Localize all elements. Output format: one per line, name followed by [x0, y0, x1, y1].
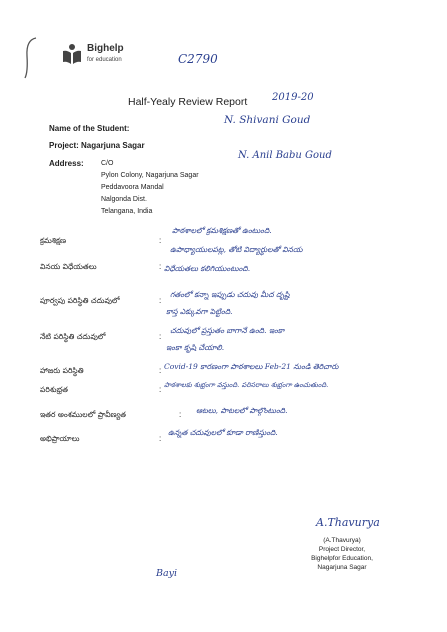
field-label-present-studies: నేటి పరిస్థితి చదువులో	[40, 332, 106, 341]
field-response-cleanliness: పాఠశాలకు శుభ్రంగా వస్తుంది. పరిసరాలు శుభ్రంగా ఉంచుతుంది.	[164, 381, 329, 389]
address-line: Pylon Colony, Nagarjuna Sagar	[101, 172, 199, 179]
field-response-other-skills: ఆటలు, పాటలలో పాల్గొంటుంది.	[196, 406, 288, 415]
student-name-value: N. Shivani Goud	[224, 114, 311, 126]
field-response-opinions: ఉన్నత చదువులలో కూడా రాణిస్తుంది.	[168, 428, 278, 437]
field-label-obedience: వినయ విధేయతలు	[40, 262, 97, 271]
signatory-name: (A.Thavurya)	[323, 537, 361, 544]
project-label: Project: Nagarjuna Sagar	[49, 141, 145, 150]
address-line: Peddavoora Mandal	[101, 184, 164, 191]
field-response-past-studies: గతంలో కన్నా ఇప్పుడు చదువు మీద దృష్టి	[170, 290, 290, 299]
handwritten-co-name: N. Anil Babu Goud	[238, 150, 332, 161]
field-colon: :	[159, 236, 162, 245]
field-label-opinions: అభిప్రాయాలు	[40, 434, 80, 443]
field-response-present-studies-2: ఇంకా కృషి చేయాలి.	[166, 343, 225, 352]
address-line: Nalgonda Dist.	[101, 196, 147, 203]
field-response-discipline: పాఠశాలలో క్రమశిక్షణతో ఉంటుంది.	[172, 226, 272, 235]
field-colon: :	[159, 262, 162, 271]
field-response-obedience: ఉపాధ్యాయులపట్ల, తోటి విద్యార్థులతో వినయ	[170, 245, 303, 254]
field-response-present-studies: చదువులో ప్రస్తుతం బాగానే ఉంది. ఇంకా	[170, 326, 285, 335]
signatory-place: Nagarjuna Sagar	[317, 564, 367, 571]
signatory-role: Project Director,	[318, 546, 366, 553]
field-response-obedience-2: విధేయతలు కలిగియుంటుంది.	[164, 264, 251, 273]
logo-icon	[60, 42, 84, 66]
field-colon: :	[159, 434, 162, 443]
address-line: C/O	[101, 160, 114, 167]
signatory-org: Bighelpfor Education,	[311, 555, 373, 562]
handwritten-year: 2019-20	[272, 92, 314, 103]
brand-tagline: for education	[87, 57, 122, 63]
student-name-label: Name of the Student:	[49, 124, 130, 133]
brand-name: Bighelp	[87, 43, 124, 54]
address-label: Address:	[49, 159, 84, 168]
handwritten-initials: Bayi	[156, 568, 178, 579]
handwritten-code: C2790	[178, 52, 218, 66]
field-label-attendance: హాజరు పరిస్థితి	[40, 366, 84, 375]
corner-bracket-mark	[22, 36, 38, 80]
brand-logo	[60, 42, 160, 68]
address-block	[101, 158, 199, 218]
field-label-cleanliness: పరిశుభ్రత	[40, 385, 68, 394]
signature-scribble: A.Thavurya	[316, 516, 380, 529]
field-colon: :	[179, 410, 182, 419]
field-colon: :	[159, 332, 162, 341]
address-line: Telangana, India	[101, 208, 153, 215]
field-label-past-studies: పూర్వపు పరిస్థితి చదువులో	[40, 296, 120, 305]
report-title: Half-Yealy Review Report	[128, 96, 248, 108]
field-colon: :	[159, 385, 162, 394]
field-response-past-studies-2: కాస్త ఎక్కువగా పెట్టింది.	[166, 307, 233, 316]
field-colon: :	[159, 366, 162, 375]
field-label-discipline: క్రమశిక్షణ	[40, 236, 67, 245]
field-response-attendance: Covid-19 కారణంగా పాఠశాలలు Feb-21 నుండి తెరిచారు	[164, 362, 339, 371]
field-colon: :	[159, 296, 162, 305]
field-label-other-skills: ఇతర అంశములలో ప్రావీణ్యత	[40, 410, 127, 419]
signature-block	[282, 536, 402, 572]
